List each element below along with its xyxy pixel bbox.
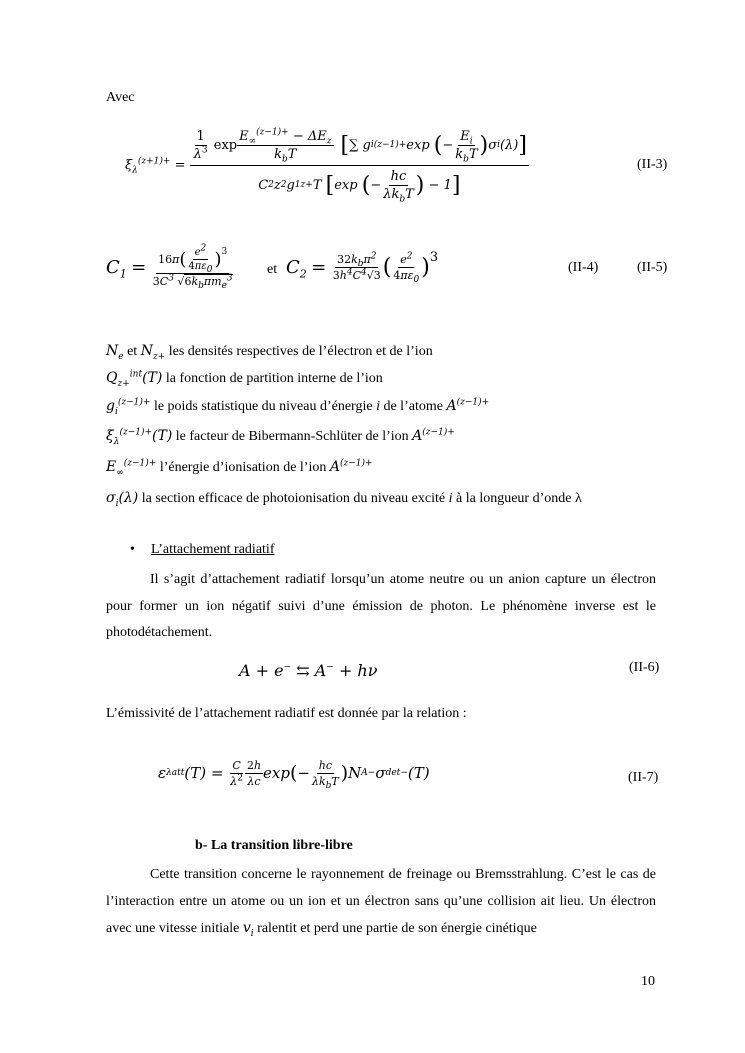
definition-text: la fonction de partition interne de l’ion — [165, 371, 383, 386]
definition-text: le poids statistique du niveau d’énergie — [153, 399, 373, 414]
page-number: 10 — [641, 974, 655, 989]
equation-number: (II-3) — [637, 157, 668, 172]
intro-text: Avec — [106, 90, 135, 105]
definition-text: le facteur de Bibermann-Schlüter de l’ion — [175, 429, 409, 444]
equation-c2: $C_2$ = $\frac{32k_b\pi^2}{3h^4C^4√3}$ ( $\frac{e^2}{4\pi\varepsilon_0}$ ) $^3$ — [286, 249, 439, 286]
bullet-title: L’attachement radiatif — [151, 542, 275, 557]
paragraph-text: ralentit et perd une partie de son énergie cinétique — [257, 921, 537, 936]
equation-ii-3: $\xi_\lambda^{(z+1)+}$ = $\frac{1}{\lambda^3}$ exp $\frac{E_\infty^{(z-1)+} - \Delta E_z}{k_bT}$ [ ∑ g i (z−1)+ exp ( − $\frac{E_i}{k_bT}$ ) σ i (λ) ] C 2 z 2 g 1 z+ T [ exp ( − $\frac{hc}{\lambda k_bT}$ ) − 1 ] — [125, 127, 527, 205]
definition-text: la section efficace de photoionisation du niveau excité — [141, 491, 446, 506]
bullet-symbol: • — [130, 542, 135, 557]
equation-ii-6: A + e− ⇆ A− + hν — [239, 661, 378, 680]
connector-et: et — [267, 262, 278, 277]
equation-number: (II-4) — [568, 260, 599, 275]
section-heading: b- La transition libre-libre — [195, 838, 353, 853]
equation-number: (II-5) — [637, 260, 668, 275]
definition-text: les densités respectives de l’électron et de l’ion — [168, 344, 433, 359]
definition-connector: et — [127, 344, 138, 359]
velocity-symbol: v — [242, 920, 251, 936]
equation-number: (II-6) — [629, 660, 660, 675]
equation-ii-7: ε λ att (T) = $\frac{C}{\lambda^2}$ $\frac{2h}{\lambda c}$ exp ( − $\frac{hc}{\lambda k_bT}$ ) N A− σ det − (T) — [158, 758, 430, 791]
definition-text: de l’atome — [383, 399, 443, 414]
definition-line: $g_i^{(z-1)+}$ le poids statistique du niveau d’énergie i de l’atome $A^{(z-1)+}$ — [106, 397, 490, 417]
definition-index: i — [448, 491, 453, 506]
equation-number: (II-7) — [628, 770, 659, 785]
equation-c1: $C_1$ = 16 π ( $\frac{e^2}{4\pi\varepsilon_0}$ ) $^3$ $3C^3$ $√6k_b\pi m_e^3$ — [106, 243, 233, 292]
emissivity-intro: L’émissivité de l’attachement radiatif est donnée par la relation : — [106, 706, 467, 721]
definition-line: $\sigma_i(\lambda)$ la section efficace de photoionisation du niveau excité i à la longueur d’onde λ — [106, 490, 582, 509]
definition-text: à la longueur d’onde λ — [456, 491, 582, 506]
section-paragraph — [106, 862, 656, 943]
definition-index: i — [376, 399, 380, 414]
definition-line: $\xi_\lambda^{(z-1)+}(T)$ le facteur de Bibermann-Schlüter de l’ion $A^{(z-1)+}$ — [106, 427, 455, 447]
definition-line: $N_e$ et $N_{z+}$ les densités respectives de l’électron et de l’ion — [106, 343, 433, 362]
paragraph-text: Cette transition concerne le rayonnement de freinage ou Bremsstrahlung. C’est le cas de l’interaction entre un atome ou un ion et un électron sans qu’une collision ait lieu. Un électron avec une vitesse initiale — [106, 867, 656, 936]
bullet-paragraph: Il s’agit d’attachement radiatif lorsqu’un atome neutre ou un anion capture un électron pour former un ion négatif suivi d’une émission de photon. Le phénomène inverse est le photodétachement. — [106, 572, 656, 640]
definition-text: l’énergie d’ionisation de l’ion — [159, 460, 327, 475]
velocity-subscript: i — [250, 928, 254, 939]
definition-line: $Q_{z+}^{int}(T)$ la fonction de partition interne de l’ion — [106, 369, 383, 389]
definition-line: $E_\infty^{(z-1)+}$ l’énergie d’ionisation de l’ion $A^{(z-1)+}$ — [106, 458, 373, 478]
